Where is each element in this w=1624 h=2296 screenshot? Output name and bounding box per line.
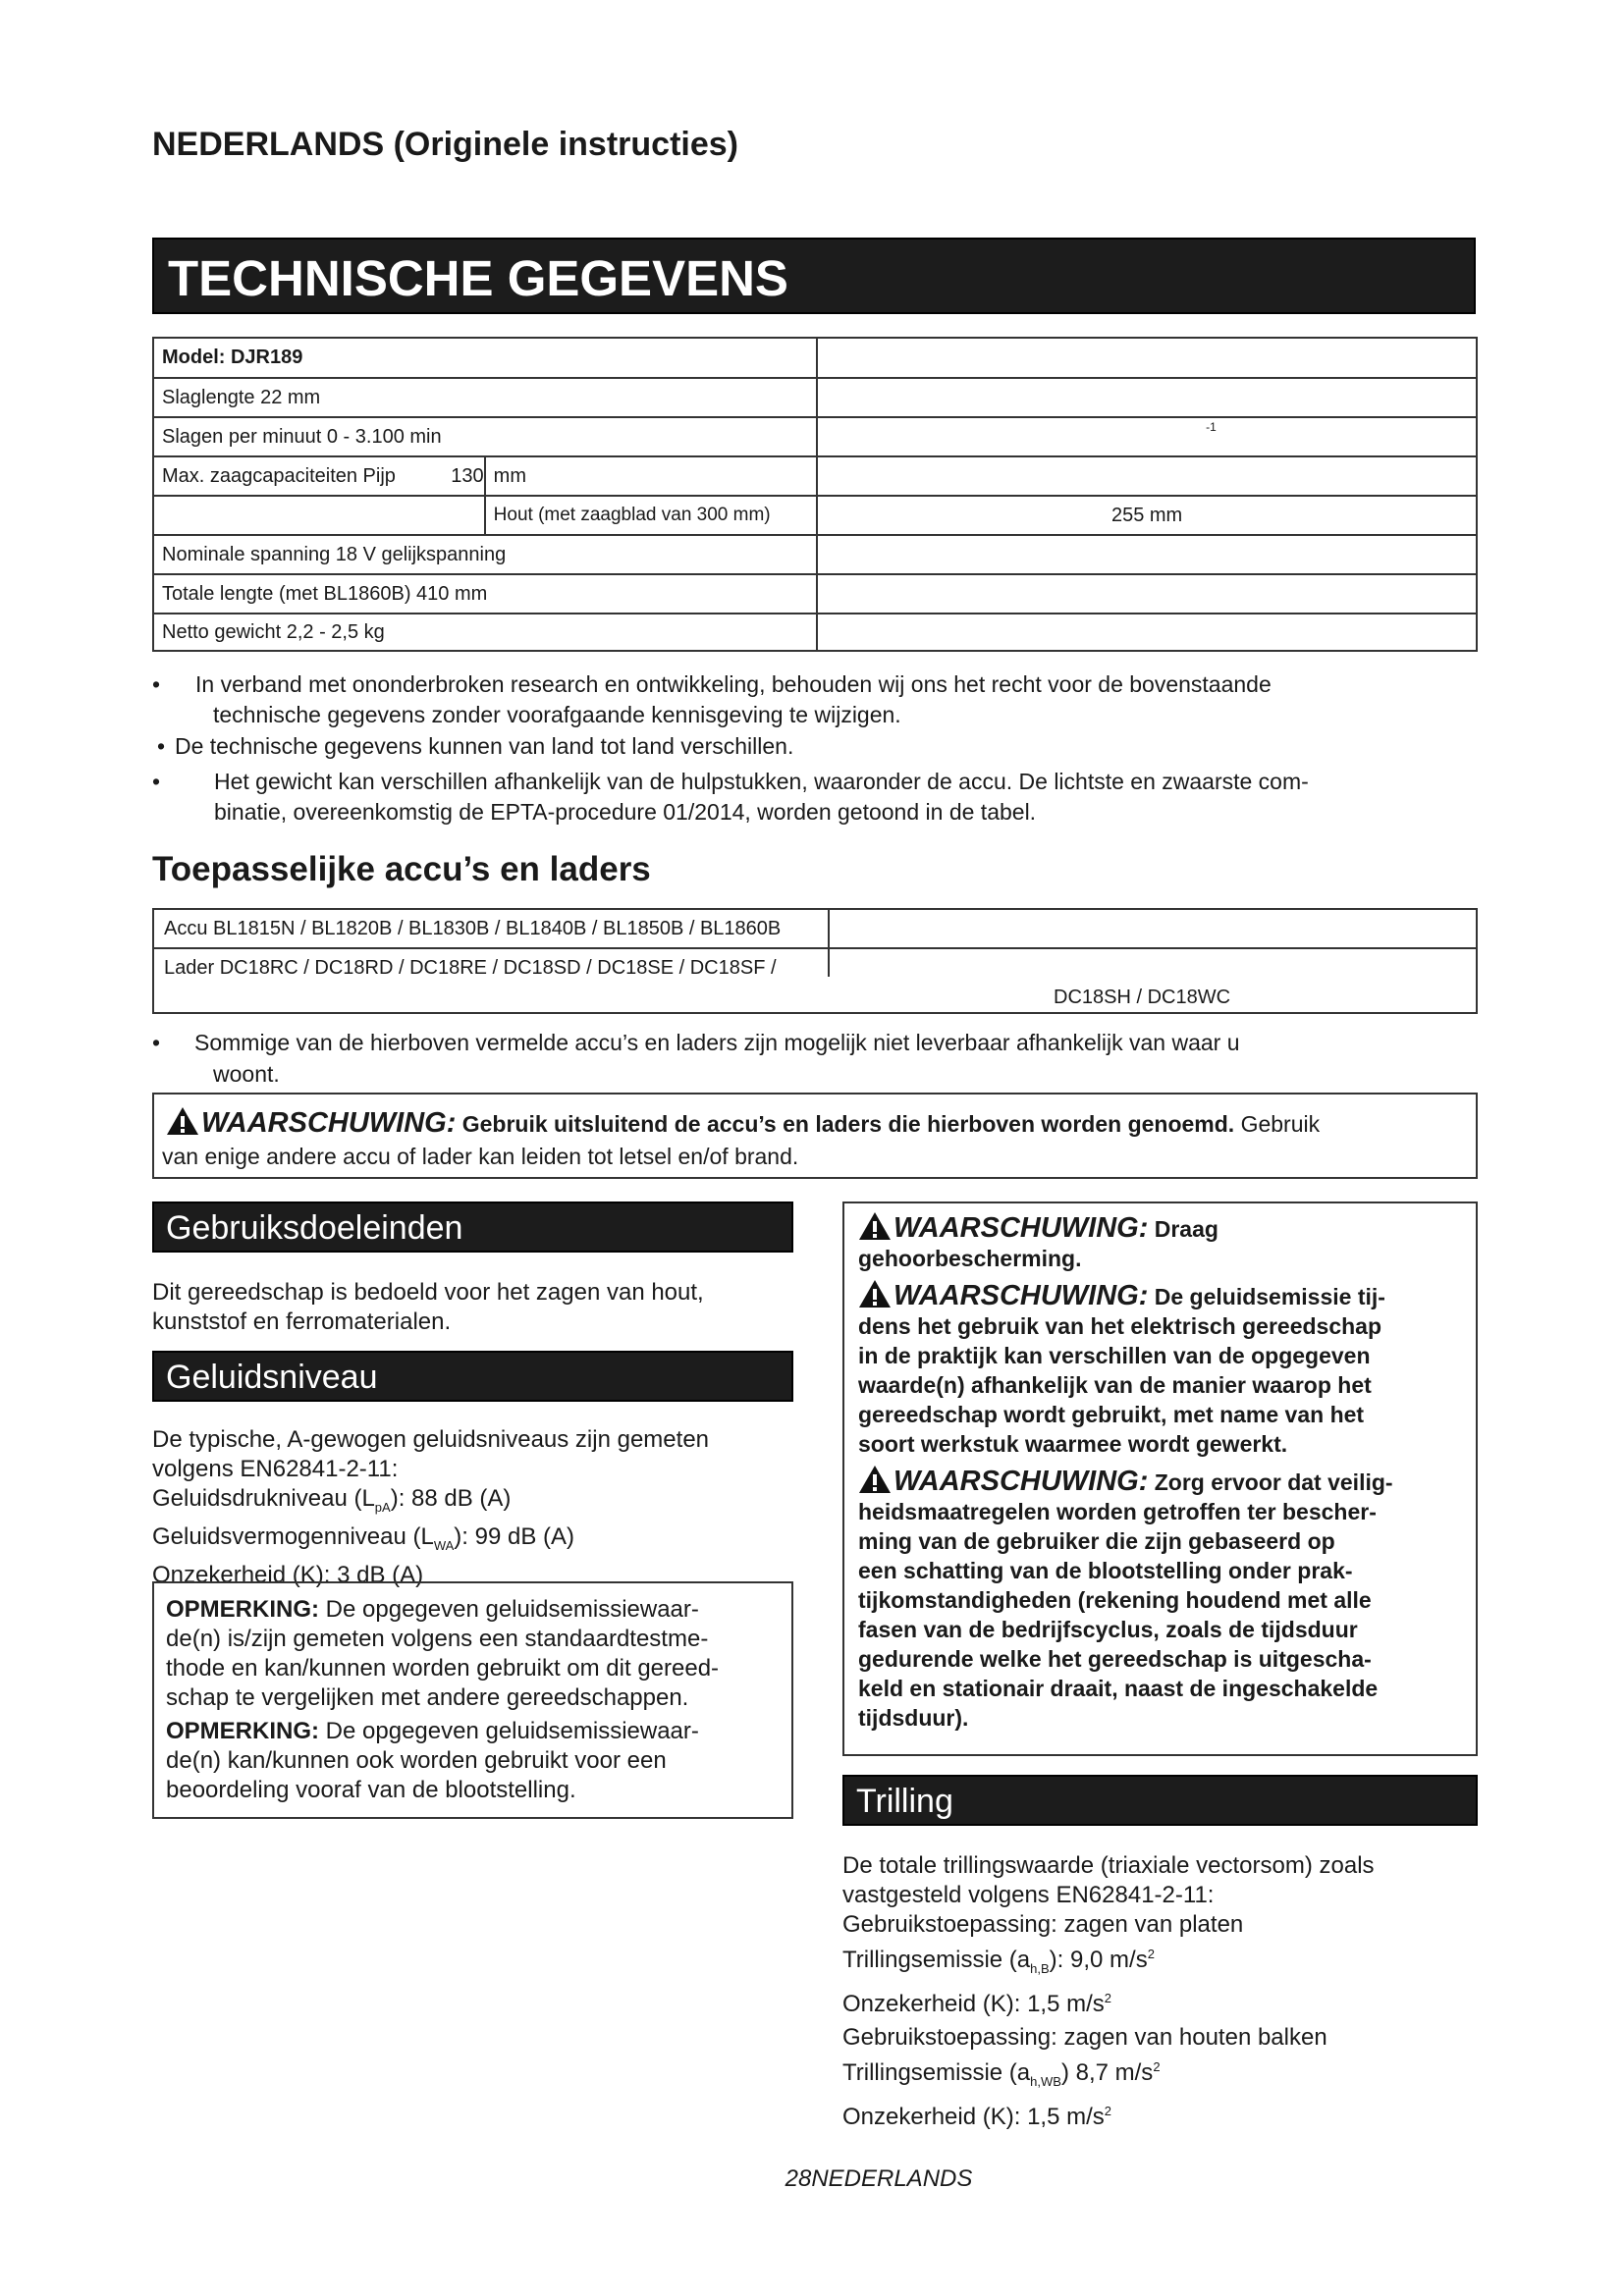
warning-line: waarde(n) afhankelijk van de manier waarop het [858, 1372, 1372, 1398]
warning-1: WAARSCHUWING: Draag [858, 1211, 1393, 1244]
stroke-cell: Slaglengte 22 mm [153, 378, 817, 417]
bullet: • [152, 1030, 161, 1055]
warning-line: tijdsduur). [858, 1705, 969, 1731]
note-line: schap te vergelijken met andere gereedschappen. [166, 1684, 689, 1711]
warning-line: gehoorbescherming. [858, 1246, 1082, 1271]
warning-2: WAARSCHUWING: De geluidsemissie tij- [858, 1279, 1393, 1311]
warning-line: gereedschap wordt gebruikt, met name van het [858, 1402, 1365, 1427]
lader-row [152, 947, 1478, 1014]
accu-text: Accu BL1815N / BL1820B / BL1830B / BL1840B / BL1850B / BL1860B [164, 918, 782, 939]
battery-note-line: Sommige van de hierboven vermelde accu’s en laders zijn mogelijk niet leverbaar afhankelijk van waar u [194, 1030, 1240, 1055]
text-line: Gebruikstoepassing: zagen van houten balken [842, 2023, 1327, 2051]
warning-line: fasen van de bedrijfscyclus, zoals de tijdsduur [858, 1617, 1358, 1642]
warnings-box [842, 1201, 1478, 1756]
note-line: technische gegevens zonder voorafgaande kennisgeving te wijzigen. [213, 702, 901, 727]
table-row [153, 378, 1477, 417]
note-line: In verband met ononderbroken research en ontwikkeling, behouden wij ons het recht voor de bovenstaande [195, 671, 1272, 697]
bullet: • [152, 671, 161, 697]
spec-table [152, 337, 1478, 652]
uncertainty-line: Onzekerheid (K): 1,5 $m/s^2$ [842, 1990, 1111, 2017]
warning-line: keld en stationair draait, naast de ingeschakelde [858, 1676, 1379, 1701]
table-row [153, 496, 1477, 535]
length-cell: Totale lengte (met BL1860B) 410 mm [153, 574, 817, 614]
bullet: • [157, 733, 166, 759]
pipe-unit-cell: mm [485, 456, 818, 496]
warning-text-line2: van enige andere accu of lader kan leiden tot letsel en/of brand. [162, 1144, 799, 1169]
note-line: OPMERKING: De opgegeven geluidsemissiewaar- [166, 1596, 699, 1623]
note-line: binatie, overeenkomstig de EPTA-procedure 01/2014, worden getoond in de tabel. [214, 799, 1037, 825]
text-line: De typische, A-gewogen geluidsniveaus zijn gemeten [152, 1426, 710, 1453]
accu-row [152, 908, 1478, 949]
noise-text [152, 1425, 709, 1590]
warning-box [152, 1093, 1478, 1179]
text-line: vastgesteld volgens EN62841-2-11: [842, 1882, 1215, 1908]
note-line: OPMERKING: De opgegeven geluidsemissiewaar- [166, 1718, 699, 1744]
warning-bold-text: Gebruik uitsluitend de accu’s en laders die hierboven worden genoemd. [461, 1111, 1235, 1137]
table-row [153, 535, 1477, 574]
noise-note-box [152, 1581, 793, 1819]
batteries-heading: Toepasselijke accu’s en laders [152, 850, 651, 888]
emission-line: Trillingsemissie $(a_{h,WB})$ 8,7 $m/s^2$ [842, 2058, 1161, 2089]
vibration-banner: Trilling [842, 1775, 1478, 1826]
warning-line: soort werkstuk waarmee wordt gewerkt. [858, 1431, 1288, 1457]
note-label: OPMERKING: [166, 1718, 319, 1744]
warning-icon [858, 1465, 892, 1494]
text-line: Gebruikstoepassing: zagen van platen [842, 1911, 1244, 1938]
warning-3: WAARSCHUWING: Zorg ervoor dat veilig- [858, 1465, 1393, 1497]
intended-use-text [152, 1278, 704, 1337]
table-row [153, 456, 1477, 496]
text-line: De totale trillingswaarde (triaxiale vectorsom) zoals [842, 1852, 1375, 1879]
note-line: Het gewicht kan verschillen afhankelijk van de hulpstukken, waaronder de accu. De lichtste en zwaarste com- [214, 769, 1309, 794]
bullet: • [152, 769, 161, 794]
pipe-value: 130 [451, 464, 484, 487]
column-divider [828, 908, 830, 949]
table-row [153, 574, 1477, 614]
note-line: de(n) kan/kunnen ook worden gebruikt voor een [166, 1747, 667, 1774]
uncertainty-line: Onzekerheid (K): 1,5 $m/s^2$ [842, 2103, 1111, 2130]
note-line: thode en kan/kunnen worden gebruikt om dit gereed- [166, 1655, 720, 1682]
column-divider [828, 947, 830, 977]
capacity-label-cell [153, 456, 485, 496]
voltage-cell: Nominale spanning 18 V gelijkspanning [153, 535, 817, 574]
warning-label: WAARSCHUWING: [201, 1107, 457, 1139]
warning-text: Gebruik [1240, 1111, 1321, 1137]
noise-banner: Geluidsniveau [152, 1351, 793, 1402]
warning-icon [858, 1211, 892, 1241]
capacity-label: Max. zaagcapaciteiten Pijp [162, 464, 396, 487]
language-title: NEDERLANDS (Originele instructies) [152, 126, 738, 163]
page-footer: 28NEDERLANDS [785, 2165, 973, 2192]
note-line: De technische gegevens kunnen van land tot land verschillen. [175, 733, 794, 759]
warning-line: ming van de gebruiker die zijn gebaseerd op [858, 1528, 1335, 1554]
table-row [153, 338, 1477, 378]
table-row [153, 417, 1477, 456]
vibration-text [842, 1851, 1375, 2132]
battery-note-line: woont. [213, 1061, 280, 1087]
sound-power-line: Geluidsvermogenniveau $(L_{WA})$: 99 dB (A) [152, 1522, 575, 1553]
warning-line: in de praktijk kan verschillen van de opgegeven [858, 1343, 1371, 1368]
tech-data-banner: TECHNISCHE GEGEVENS [152, 238, 1476, 314]
uncertainty-line: Onzekerheid (K): 3 dB (A) [152, 1561, 424, 1588]
table-row [153, 614, 1477, 651]
warning-line: dens het gebruik van het elektrisch gereedschap [858, 1313, 1382, 1339]
spm-cell: Slagen per minuut 0 - 3.100 min [153, 417, 817, 456]
model-cell: Model: DJR189 [153, 338, 817, 378]
emission-line: Trillingsemissie $(a_{h,B})$: 9,0 $m/s^2$ [842, 1947, 1155, 1976]
warning-line: een schatting van de blootstelling onder prak- [858, 1558, 1353, 1583]
warning-line: gedurende welke het gereedschap is uitgescha- [858, 1646, 1372, 1672]
warning-icon [166, 1106, 199, 1136]
wood-value-cell: 255 mm [817, 496, 1477, 535]
text-line: volgens EN62841-2-11: [152, 1456, 399, 1482]
warning-line: heidsmaatregelen worden getroffen ter bescher- [858, 1499, 1377, 1524]
wood-label-cell: Hout (met zaagblad van 300 mm) [485, 496, 818, 535]
note-line: beoordeling vooraf van de blootstelling. [166, 1777, 576, 1803]
lader-text-2: DC18SH / DC18WC [1054, 987, 1231, 1008]
warning-icon [858, 1279, 892, 1308]
warning-line: tijkomstandigheden (rekening houdend met alle [858, 1587, 1372, 1613]
note-label: OPMERKING: [166, 1596, 319, 1623]
text-line: Dit gereedschap is bedoeld voor het zagen van hout, [152, 1279, 704, 1306]
spm-superscript: -1 [1206, 420, 1217, 434]
lader-text: Lader DC18RC / DC18RD / DC18RE / DC18SD / DC18SE / DC18SF / [164, 957, 777, 979]
sound-pressure-line: Geluidsdrukniveau $(L_{pA})$: 88 dB (A) [152, 1485, 512, 1515]
weight-cell: Netto gewicht 2,2 - 2,5 kg [153, 614, 817, 651]
intended-use-banner: Gebruiksdoeleinden [152, 1201, 793, 1253]
note-line: de(n) is/zijn gemeten volgens een standaardtestme- [166, 1626, 709, 1652]
text-line: kunststof en ferromaterialen. [152, 1308, 452, 1335]
